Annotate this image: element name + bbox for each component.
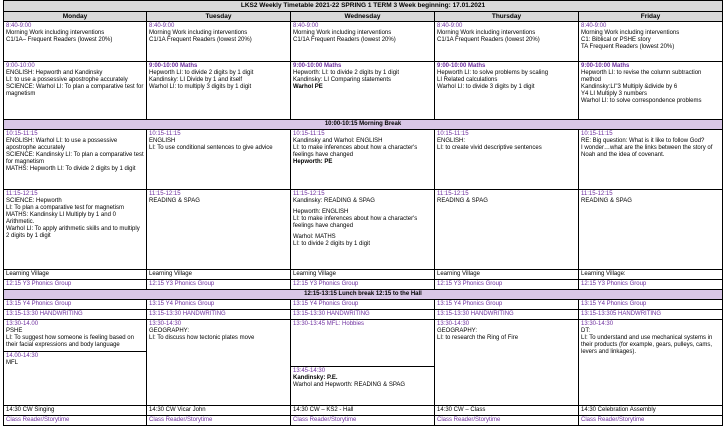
- cell-text: Morning Work including interventions: [581, 30, 680, 36]
- time-label: 11:15-12:15: [6, 191, 38, 197]
- thursday-morning-work-cell: [435, 22, 579, 62]
- collective-worship-cell: 14:30 CW – Class: [435, 406, 579, 416]
- time-label: 10:15-11:15: [581, 131, 613, 137]
- tuesday-morning-work-cell: [147, 22, 291, 62]
- cell-text: Hepworth: ENGLISH: [293, 209, 349, 215]
- class-reader-cell: Class Reader/Storytime: [4, 416, 147, 426]
- y3-phonics-cell: 12:15 Y3 Phonics Group: [291, 280, 435, 290]
- time-label: 9:00-10:00 Maths: [437, 63, 486, 69]
- cell-text: Morning Work including interventions: [293, 30, 392, 36]
- time-label: 9:00-10:00 Maths: [581, 63, 630, 69]
- time-label: 10:15-11:15: [149, 131, 181, 137]
- class-reader-cell: Class Reader/Storytime: [147, 416, 291, 426]
- cell-text: LI Related calculations: [437, 77, 498, 83]
- cell-text: C1: Biblical or PSHE story: [581, 37, 651, 43]
- y4-phonics-cell: 13:15 Y4 Phonics Group: [4, 300, 147, 310]
- handwriting-cell: 13:15-13:305 HANDWRITING: [579, 310, 723, 320]
- friday-afternoon-cell: [579, 320, 723, 406]
- cell-text: Warhol LI: to multiply 3 digits by 1 digit: [149, 84, 252, 90]
- cell-text: SCIENCE: Hepworth: [6, 198, 62, 204]
- y3-phonics-cell: 12:15 Y3 Phonics Group: [579, 280, 723, 290]
- monday-afternoon-cell: [4, 320, 147, 406]
- cell-text: Kandinsky and Warhol: ENGLISH: [293, 138, 383, 144]
- cell-text: SCIENCE: Kandinsky LI: To plan a comparative test for magnetism: [6, 152, 144, 165]
- cell-text: MATHS: Kandinsky LI Multiply by 1 and 0 Arithmetic.: [6, 212, 116, 225]
- y4-phonics-cell: 13:15 Y4 Phonics Group: [291, 300, 435, 310]
- tuesday-reading-cell: [147, 190, 291, 270]
- cell-text: ENGLISH:: [437, 138, 466, 144]
- cell-text: LI: To discuss how tectonic plates move: [149, 335, 255, 341]
- class-reader-cell: Class Reader/Storytime: [291, 416, 435, 426]
- cell-text: Morning Work including interventions: [6, 30, 105, 36]
- cell-text: PSHE: [6, 328, 23, 334]
- time-label: 14.00-14:30: [6, 353, 39, 359]
- cell-text: Morning Work including interventions: [149, 30, 248, 36]
- time-label: 13:30-13:45 MFL: Hobbies: [293, 321, 365, 327]
- cell-text: C1/1A Frequent Readers (lowest 20%): [437, 37, 540, 43]
- cell-text: Hepworth LI: to solve problems by scaling: [437, 70, 549, 76]
- cell-text: Kandinsky: LI Comparing statements: [293, 77, 392, 83]
- time-label: 10:15-11:15: [437, 131, 469, 137]
- time-label: 8:40-9:00: [149, 23, 175, 29]
- wednesday-afternoon-cell: [291, 320, 435, 406]
- class-reader-cell: Class Reader/Storytime: [435, 416, 579, 426]
- time-label: 10:15-11:15: [6, 131, 38, 137]
- wednesday-english-cell: [291, 130, 435, 190]
- cell-text: READING & SPAG: [437, 198, 488, 204]
- cell-text: LI: to divide 2 digits by 1 digit: [293, 241, 371, 247]
- cell-text: Kandinsky: P.E.: [293, 375, 338, 381]
- cell-text: Warhol PE: [293, 84, 323, 90]
- thursday-english-cell: [435, 130, 579, 190]
- monday-morning-work-cell: [4, 22, 147, 62]
- cell-text: Warhol: MATHS: [293, 234, 336, 240]
- wednesday-maths-cell: [291, 62, 435, 120]
- learning-village-cell: Learning Village: [435, 270, 579, 280]
- cell-text: Kandinsky:LI"3 Multiply &divide by 6: [581, 84, 678, 90]
- learning-village-cell: Learning Village: [4, 270, 147, 280]
- friday-morning-work-cell: [579, 22, 723, 62]
- time-label: 9:00-10:00 Maths: [293, 63, 342, 69]
- cell-text: READING & SPAG: [149, 198, 200, 204]
- collective-worship-cell: 14:30 CW Vicar John: [147, 406, 291, 416]
- y3-phonics-cell: 12:15 Y3 Phonics Group: [147, 280, 291, 290]
- collective-worship-cell: 14:30 CW Singing: [4, 406, 147, 416]
- cell-text: C1/1A– Frequent Readers (lowest 20%): [6, 37, 113, 43]
- time-label: 11:15-12:15: [437, 191, 469, 197]
- cell-text: LI: To suggest how someone is feeling based on their facial expressions and body language: [6, 335, 134, 348]
- cell-text: Hepworth: LI: to divide 2 digits by 1 digit: [293, 70, 400, 76]
- tuesday-english-cell: [147, 130, 291, 190]
- monday-mfl-subcell: [4, 351, 146, 367]
- cell-text: Warhol LI: to solve correspondence problems: [581, 98, 702, 104]
- class-reader-cell: Class Reader/Storytime: [579, 416, 723, 426]
- collective-worship-cell: 14:30 CW – KS2 - Hall: [291, 406, 435, 416]
- day-header-thursday: Thursday: [435, 12, 579, 22]
- time-label: 8:40-9:00: [437, 23, 463, 29]
- y4-phonics-cell: 13:15 Y4 Phonics Group: [435, 300, 579, 310]
- time-label: 11:15-12:15: [581, 191, 613, 197]
- time-label: 13:30-14:30: [437, 321, 470, 327]
- cell-text: Kandinsky: READING & SPAG: [293, 198, 375, 204]
- cell-text: Hepworth LI: to revise the column subtraction method: [581, 70, 702, 83]
- cell-text: Y4 LI Multiply 3 numbers: [581, 91, 648, 97]
- day-header-monday: Monday: [4, 12, 147, 22]
- friday-maths-cell: [579, 62, 723, 120]
- time-label: 8:40-9:00: [6, 23, 32, 29]
- weekly-timetable: [3, 0, 723, 426]
- time-label: 9:00-10:00: [6, 63, 35, 69]
- time-label: 13:30-14.00: [6, 321, 39, 327]
- cell-text: LI: to create vivid descriptive sentences: [437, 145, 542, 151]
- cell-text: I wonder…what are the links between the story of Noah and the idea of covenant.: [581, 145, 713, 158]
- cell-text: Warhol LI: To apply arithmetic skills and to multiply 2 digits by 1 digit: [6, 226, 140, 239]
- time-label: 13:30-14:30: [581, 321, 614, 327]
- cell-text: LI: to make inferences about how a character's feelings have changed: [293, 145, 418, 158]
- cell-text: Kandinsky: LI Divide by 1 and itself: [149, 77, 243, 83]
- cell-text: DT:: [581, 328, 590, 334]
- wednesday-lesson3-cell: [291, 190, 435, 270]
- cell-text: READING & SPAG: [581, 198, 632, 204]
- cell-text: Morning Work including interventions: [437, 30, 536, 36]
- learning-village-cell: Learning Village: [147, 270, 291, 280]
- wednesday-pe-subcell: [291, 366, 434, 389]
- cell-text: Hepworth LI: to divide 2 digits by 1 digit: [149, 70, 254, 76]
- cell-text: TA Frequent Readers (lowest 20%): [581, 44, 675, 50]
- cell-text: LI: To understand and use mechanical systems in their products (for example, gears, pulleys, cams, levers and linkages).: [581, 335, 713, 355]
- lunch-break-row: 12:15-13:15 Lunch break 12:15 to the Hall: [4, 290, 723, 300]
- learning-village-cell: Learning Village:: [579, 270, 723, 280]
- monday-lesson2-cell: [4, 130, 147, 190]
- handwriting-cell: 13:15-13:30 HANDWRITING: [4, 310, 147, 320]
- cell-text: GEOGRAPHY:: [437, 328, 478, 334]
- time-label: 13:30-14:30: [149, 321, 182, 327]
- cell-text: RE: Big question: What is it like to follow God?: [581, 138, 705, 144]
- time-label: 11:15-12:15: [149, 191, 181, 197]
- cell-text: C1/1A Frequent Readers (lowest 20%): [149, 37, 252, 43]
- time-label: 13:45-14:30: [293, 368, 326, 374]
- thursday-maths-cell: [435, 62, 579, 120]
- handwriting-cell: 13:15-13:30 HANDWRITING: [147, 310, 291, 320]
- cell-text: LI: to use a possessive apostrophe accurately: [6, 77, 128, 83]
- handwriting-cell: 13:15-13:30 HANDWRITING: [291, 310, 435, 320]
- cell-text: LI: To use conditional sentences to give advice: [149, 145, 273, 151]
- tuesday-afternoon-cell: [147, 320, 291, 406]
- time-label: 8:40-9:00: [293, 23, 319, 29]
- day-header-tuesday: Tuesday: [147, 12, 291, 22]
- cell-text: Warhol and Hepworth: READING & SPAG: [293, 382, 406, 388]
- friday-reading-cell: [579, 190, 723, 270]
- friday-re-cell: [579, 130, 723, 190]
- day-header-wednesday: Wednesday: [291, 12, 435, 22]
- cell-text: LI: To plan a comparative test for magnetism: [6, 205, 124, 211]
- y3-phonics-cell: 12:15 Y3 Phonics Group: [435, 280, 579, 290]
- time-label: 11:15-12:15: [293, 191, 325, 197]
- cell-text: Warhol LI: to divide 3 digits by 1 digit: [437, 84, 535, 90]
- thursday-reading-cell: [435, 190, 579, 270]
- cell-text: ENGLISH: Hepworth and Kandinsky: [6, 70, 103, 76]
- cell-text: LI: to research the Ring of Fire: [437, 335, 519, 341]
- learning-village-cell: Learning Village: [291, 270, 435, 280]
- time-label: 8:40-9:00: [581, 23, 607, 29]
- timetable-title: LKS2 Weekly Timetable 2021-22 SPRING 1 TERM 3 Week beginning: 17.01.2021: [4, 1, 723, 12]
- cell-text: SCIENCE: Warhol LI: To plan a comparative test for magnetism: [6, 84, 144, 97]
- cell-text: Hepworth: PE: [293, 159, 333, 165]
- cell-text: LI: to make inferences about how a character's feelings have changed: [293, 216, 418, 229]
- wednesday-morning-work-cell: [291, 22, 435, 62]
- collective-worship-cell: 14:30 Celebration Assembly: [579, 406, 723, 416]
- y4-phonics-cell: 13:15 Y4 Phonics Group: [147, 300, 291, 310]
- cell-text: ENGLISH: [149, 138, 176, 144]
- monday-lesson3-cell: [4, 190, 147, 270]
- monday-lesson1-cell: [4, 62, 147, 120]
- cell-text: GEOGRAPHY:: [149, 328, 190, 334]
- thursday-afternoon-cell: [435, 320, 579, 406]
- handwriting-cell: 13:15-13:30 HANDWRITING: [435, 310, 579, 320]
- time-label: 10:15-11:15: [293, 131, 325, 137]
- cell-text: C1/1A Frequent Readers (lowest 20%): [293, 37, 396, 43]
- cell-text: ENGLISH: Warhol LI: to use a possessive apostrophe accurately: [6, 138, 118, 151]
- cell-text: MATHS: Hepworth LI: To divide 2 digits by 1 digit: [6, 166, 136, 172]
- tuesday-maths-cell: [147, 62, 291, 120]
- cell-text: MFL: [6, 360, 18, 366]
- day-header-friday: Friday: [579, 12, 723, 22]
- morning-break-row: 10:00-10:15 Morning Break: [4, 120, 723, 130]
- time-label: 9:00-10:00 Maths: [149, 63, 198, 69]
- y4-phonics-cell: 13:15 Y4 Phonics Group: [579, 300, 723, 310]
- y3-phonics-cell: 12:15 Y3 Phonics Group: [4, 280, 147, 290]
